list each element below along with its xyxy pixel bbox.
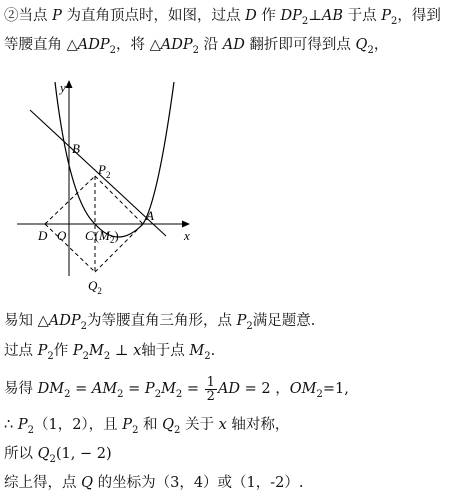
label-p2: $P_2$: [98, 162, 111, 180]
y-axis-arrow: [66, 80, 73, 88]
text-line-3: 易知 $\triangle ADP_2$为等腰直角三角形，点 $P_2$满足题意.: [4, 313, 316, 332]
text-line-2: 等腰直角 $\triangle ADP_2$，将 $\triangle ADP_2$ 沿 AD 翻折即可得到点 $Q_2$，: [4, 37, 389, 56]
text-line-8: 综上得，点 Q 的坐标为（3，4）或（1，-2）.: [4, 475, 304, 491]
parabola: [55, 82, 174, 237]
text-line-7: 所以 $Q_2(1$, − 2): [4, 446, 112, 465]
label-c-m2: $C(M_2)$: [85, 228, 119, 245]
fraction-one-half: $\frac{1}{2}$: [206, 374, 215, 404]
x-axis-arrow: [182, 221, 190, 228]
label-b: B: [72, 141, 80, 156]
label-d: D: [38, 228, 48, 243]
text-line-5: 易得 $DM_2 = AM_2 = P_2M_2$ = $\frac{1}{2}$ AD = 2 ，$OM_2=1$,: [4, 374, 349, 404]
text-line-4: 过点 $P_2$作 $P_2M_2$ ⊥ x轴于点 $M_2$.: [4, 343, 216, 362]
label-q2: $Q_2$: [88, 278, 102, 296]
text-line-6: ∴ $P_2(1$，2），且 $P_2$ 和 $Q_2$ 关于 x 轴对称，: [4, 417, 290, 436]
label-o: O: [57, 228, 67, 243]
text-line-1: ②当点 P 为直角顶点时，如图，过点 D 作 $DP_2\perp AB$ 于点 $P_2$，得到: [4, 8, 441, 27]
label-x: x: [184, 228, 190, 243]
label-a: A: [146, 208, 154, 223]
label-y: y: [60, 80, 66, 95]
